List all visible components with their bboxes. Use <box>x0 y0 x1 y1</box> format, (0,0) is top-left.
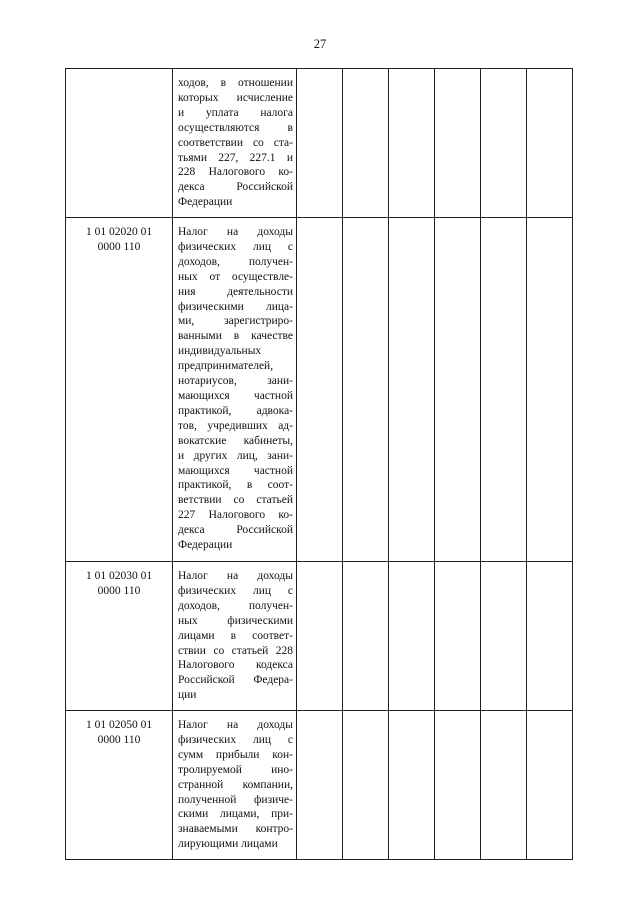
description-line: ных физическими <box>178 614 293 627</box>
description-line: ми, зарегистриро- <box>178 315 293 328</box>
empty-cell <box>481 562 527 711</box>
empty-cell <box>297 562 343 711</box>
description-line: индивидуальных <box>178 345 262 358</box>
empty-cell <box>435 711 481 860</box>
empty-cell <box>343 218 389 562</box>
description-line: физических лиц с <box>178 733 293 746</box>
description-line: декса Российской <box>178 524 293 537</box>
description-cell <box>173 562 297 711</box>
empty-cell <box>343 711 389 860</box>
code-line: 1 01 02050 01 <box>85 719 153 731</box>
description-line: Налог на доходы <box>178 719 293 731</box>
empty-cell <box>343 69 389 218</box>
description-cell <box>173 218 297 562</box>
code-line: 1 01 02020 01 <box>85 226 153 238</box>
empty-cell <box>527 562 573 711</box>
description-line: лирующими лицами <box>178 838 278 851</box>
description-line: скими лицами, при- <box>178 808 293 821</box>
description-line: 227 Налогового ко- <box>178 509 293 522</box>
code-cell <box>66 69 173 218</box>
description-line: Налог на доходы <box>178 570 293 582</box>
description-line: мающихся частной <box>178 464 293 477</box>
empty-cell <box>435 218 481 562</box>
code-cell <box>66 562 173 711</box>
description-line: странной компании, <box>178 778 293 791</box>
code-cell <box>66 218 173 562</box>
description-line: предпринимателей, <box>178 360 274 373</box>
table-row <box>66 218 573 562</box>
description-line: тьями 227, 227.1 и <box>178 151 293 164</box>
description-line: ния деятельности <box>178 285 293 298</box>
empty-cell <box>297 218 343 562</box>
empty-cell <box>435 562 481 711</box>
code-line: 0000 110 <box>97 584 141 597</box>
description-line: вокатские кабинеты, <box>178 434 293 447</box>
empty-cell <box>389 711 435 860</box>
description-line: 228 Налогового ко- <box>178 166 293 179</box>
description-line: Федерации <box>178 196 233 209</box>
page-number: 27 <box>313 37 327 51</box>
empty-cell <box>481 69 527 218</box>
description-line: и уплата налога <box>178 106 293 119</box>
empty-cell <box>389 218 435 562</box>
code-cell <box>66 711 173 860</box>
description-line: Российской Федера- <box>178 674 293 687</box>
description-line: тролируемой ино- <box>178 763 293 776</box>
description-line: ветствии со статьей <box>178 494 293 507</box>
empty-cell <box>481 711 527 860</box>
table-row <box>66 69 573 218</box>
code-line: 1 01 02030 01 <box>85 570 153 582</box>
budget-classification-table <box>65 68 573 860</box>
description-line: соответствии со ста- <box>178 136 293 149</box>
description-line: ходов, в отношении <box>178 77 293 89</box>
description-line: доходов, получен- <box>178 255 293 268</box>
description-line: декса Российской <box>178 181 293 194</box>
description-line: полученной физиче- <box>178 793 293 806</box>
empty-cell <box>297 69 343 218</box>
description-line: лицами в соответ- <box>178 629 293 642</box>
description-line: физическими лица- <box>178 300 293 313</box>
empty-cell <box>343 562 389 711</box>
description-line: сумм прибыли кон- <box>178 748 293 761</box>
empty-cell <box>389 562 435 711</box>
description-line: практикой, адвока- <box>178 404 293 417</box>
description-cell <box>173 711 297 860</box>
empty-cell <box>435 69 481 218</box>
empty-cell <box>389 69 435 218</box>
description-line: которых исчисление <box>178 91 293 104</box>
empty-cell <box>481 218 527 562</box>
description-line: мающихся частной <box>178 389 293 402</box>
description-line: тов, учредивших ад- <box>178 419 293 432</box>
code-line: 0000 110 <box>97 240 141 253</box>
code-line: 0000 110 <box>97 733 141 746</box>
description-line: ции <box>178 689 197 702</box>
description-line: физических лиц с <box>178 240 293 253</box>
description-line: Налогового кодекса <box>178 659 293 672</box>
description-line: доходов, получен- <box>178 599 293 612</box>
empty-cell <box>527 69 573 218</box>
description-line: ванными в качестве <box>178 330 293 343</box>
description-line: практикой, в соот- <box>178 479 293 492</box>
description-line: и других лиц, зани- <box>178 449 293 462</box>
empty-cell <box>527 218 573 562</box>
description-line: знаваемыми контро- <box>178 823 293 836</box>
description-cell <box>173 69 297 218</box>
table-row <box>66 562 573 711</box>
description-line: Налог на доходы <box>178 226 293 238</box>
description-line: осуществляются в <box>178 121 293 134</box>
empty-cell <box>527 711 573 860</box>
empty-cell <box>297 711 343 860</box>
description-line: ствии со статьей 228 <box>178 644 293 657</box>
description-line: нотариусов, зани- <box>178 375 293 388</box>
table-row <box>66 711 573 860</box>
description-line: ных от осуществле- <box>178 270 293 283</box>
description-line: Федерации <box>178 539 233 552</box>
description-line: физических лиц с <box>178 584 293 597</box>
